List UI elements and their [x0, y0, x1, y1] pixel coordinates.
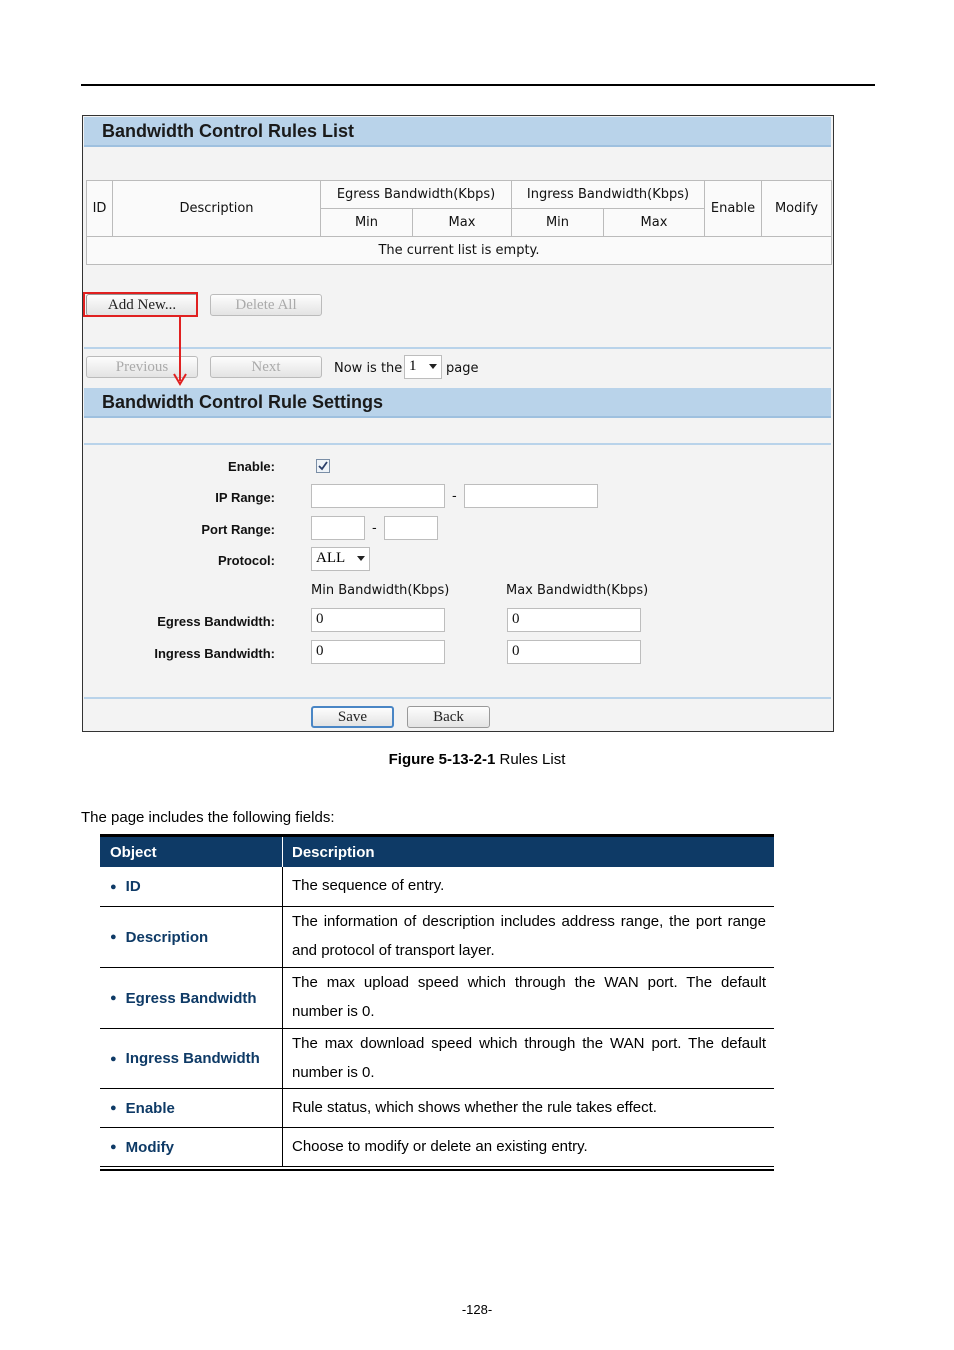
col-description: Description: [113, 181, 321, 237]
col-ingress: Ingress Bandwidth(Kbps): [512, 181, 705, 209]
figure-number: Figure 5-13-2-1: [388, 751, 496, 768]
col-egress-max: Max: [413, 209, 512, 237]
bullet-icon: ●: [110, 880, 117, 893]
header-rule: [81, 84, 875, 86]
table-row: [100, 1089, 774, 1128]
table-row: [100, 907, 774, 968]
divider: [84, 347, 831, 349]
description-cell: The sequence of entry.: [292, 877, 445, 894]
rule-settings-header: [84, 388, 831, 418]
table-bottom-rule: [100, 1166, 774, 1167]
object-cell: [100, 907, 283, 967]
ingress-min-input[interactable]: 0: [311, 640, 445, 664]
table-row: [100, 1128, 774, 1166]
col-id: ID: [87, 181, 113, 237]
object-cell: [100, 968, 283, 1028]
table-header: [100, 837, 774, 867]
object-cell: [100, 1029, 283, 1088]
object-name: Description: [125, 928, 209, 946]
router-screenshot: [82, 115, 834, 732]
egress-max-input[interactable]: 0: [507, 608, 641, 632]
add-new-highlight: [83, 292, 198, 317]
protocol-select[interactable]: [311, 547, 370, 571]
bullet-icon: ●: [110, 1052, 117, 1065]
chevron-down-icon: [429, 364, 437, 369]
ingress-max-input[interactable]: 0: [507, 640, 641, 664]
egress-bandwidth-label: Egress Bandwidth:: [157, 614, 275, 629]
object-name: ID: [125, 878, 141, 895]
page-select[interactable]: [404, 355, 442, 379]
min-bandwidth-header: Min Bandwidth(Kbps): [311, 583, 450, 598]
divider: [84, 697, 831, 699]
figure-caption: [0, 751, 954, 768]
checkmark-icon: [317, 460, 329, 472]
col-modify: Modify: [762, 181, 831, 237]
fields-table: [100, 834, 774, 1171]
egress-min-input[interactable]: 0: [311, 608, 445, 632]
arrow-down-icon: [173, 317, 187, 387]
page-number: -128-: [461, 1302, 493, 1317]
port-range-label: Port Range:: [201, 522, 275, 537]
now-is-the-label: Now is the: [334, 361, 403, 376]
port-range-end-input[interactable]: [384, 516, 438, 540]
page-word: page: [446, 361, 479, 376]
ip-range-dash: -: [452, 489, 457, 504]
divider: [84, 443, 831, 445]
empty-list-message: The current list is empty.: [378, 243, 540, 258]
max-bandwidth-header: Max Bandwidth(Kbps): [506, 583, 649, 598]
ip-range-start-input[interactable]: [311, 484, 445, 508]
bullet-icon: ●: [110, 1102, 117, 1114]
rules-list-header: [84, 117, 831, 147]
object-cell: [100, 1128, 283, 1166]
delete-all-button[interactable]: Delete All: [210, 294, 322, 316]
enable-checkbox[interactable]: [316, 459, 330, 473]
bullet-icon: ●: [110, 1141, 117, 1153]
description-cell: The max download speed which through the WAN port. The default number is 0.: [292, 1035, 766, 1081]
port-range-dash: -: [372, 521, 377, 536]
previous-button[interactable]: Previous: [86, 356, 198, 378]
intro-text: The page includes the following fields:: [81, 809, 335, 826]
port-range-start-input[interactable]: [311, 516, 365, 540]
header-object: Object: [100, 837, 283, 867]
save-button[interactable]: Save: [311, 706, 394, 728]
ip-range-label: IP Range:: [215, 490, 275, 505]
back-button[interactable]: Back: [407, 706, 490, 728]
table-bottom-rule: [100, 1169, 774, 1171]
protocol-label: Protocol:: [217, 553, 275, 568]
col-egress-min: Min: [321, 209, 413, 237]
ip-range-end-input[interactable]: [464, 484, 598, 508]
description-cell: The information of description includes address range, the port range and protocol of transport layer.: [292, 913, 766, 959]
next-button[interactable]: Next: [210, 356, 322, 378]
description-cell: Rule status, which shows whether the rule takes effect.: [292, 1099, 657, 1116]
bullet-icon: ●: [110, 931, 117, 943]
object-cell: [100, 1089, 283, 1127]
object-name: Enable: [125, 1099, 175, 1117]
object-name: Ingress Bandwidth: [125, 1050, 260, 1067]
rules-list-title: Bandwidth Control Rules List: [102, 121, 354, 141]
col-ingress-min: Min: [512, 209, 604, 237]
description-cell: The max upload speed which through the WAN port. The default number is 0.: [292, 974, 766, 1020]
description-cell: Choose to modify or delete an existing entry.: [292, 1138, 588, 1155]
table-row: [100, 1029, 774, 1089]
col-enable: Enable: [705, 181, 762, 237]
rules-table: [86, 180, 832, 265]
object-name: Egress Bandwidth: [125, 989, 257, 1007]
header-description: Description: [292, 843, 375, 861]
object-cell: [100, 867, 283, 906]
col-egress: Egress Bandwidth(Kbps): [321, 181, 512, 209]
figure-title: Rules List: [495, 751, 566, 768]
ingress-bandwidth-label: Ingress Bandwidth:: [154, 646, 275, 661]
col-ingress-max: Max: [604, 209, 705, 237]
rule-settings-title: Bandwidth Control Rule Settings: [102, 392, 383, 412]
object-name: Modify: [125, 1138, 174, 1156]
page-select-value: 1: [409, 358, 417, 374]
chevron-down-icon: [357, 556, 365, 561]
table-row: [100, 867, 774, 907]
add-new-button[interactable]: Add New...: [86, 294, 198, 316]
protocol-value: ALL: [316, 550, 346, 566]
bullet-icon: ●: [110, 992, 117, 1004]
table-row: [100, 968, 774, 1029]
enable-label: Enable:: [228, 459, 275, 474]
